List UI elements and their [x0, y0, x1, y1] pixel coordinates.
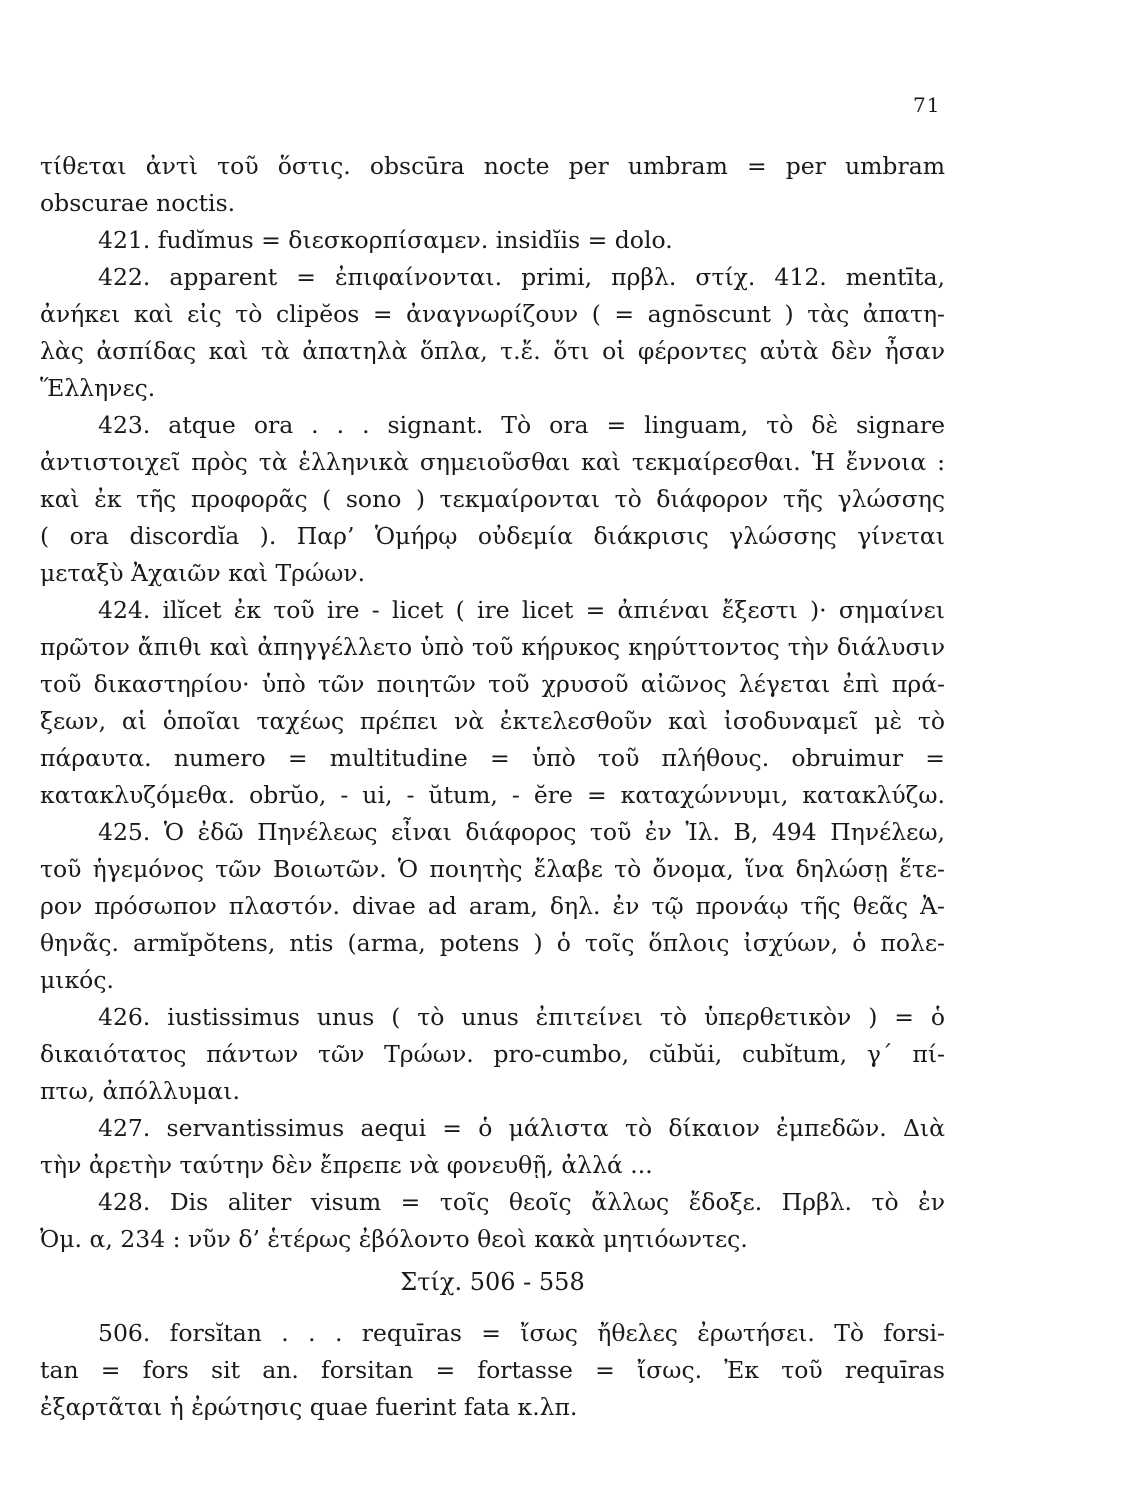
text-line: Ἕλληνες.	[40, 374, 156, 402]
text-line: ἀνήκει καὶ εἰς τὸ clipĕos = ἀναγνωρίζουν ( = agnōscunt ) τὰς ἀπατη-	[40, 300, 945, 328]
text-line: καὶ ἐκ τῆς προφορᾶς ( sono ) τεκμαίρονται τὸ διάφορον τῆς γλώσσης	[40, 485, 945, 513]
text-line: πάραυτα. numero = multitudine = ὑπὸ τοῦ πλήθους. obruimur =	[40, 744, 945, 772]
text-line: obscurae noctis.	[40, 189, 236, 217]
body-text	[40, 148, 945, 1426]
text-line: 421. fudĭmus = διεσκορπίσαμεν. insidĭis = dolo.	[98, 226, 673, 254]
text-line: πτω, ἀπόλλυμαι.	[40, 1077, 240, 1105]
text-line: 423. atque ora . . . signant. Τὸ ora = linguam, τὸ δὲ signare	[98, 411, 945, 439]
text-line: τοῦ δικαστηρίου· ὑπὸ τῶν ποιητῶν τοῦ χρυσοῦ αἰῶνος λέγεται ἐπὶ πρά-	[40, 670, 945, 698]
text-line: 426. iustissimus unus ( τὸ unus ἐπιτείνει τὸ ὑπερθετικὸν ) = ὁ	[98, 1003, 945, 1031]
text-line: μεταξὺ Ἀχαιῶν καὶ Τρώων.	[40, 559, 366, 587]
text-line: μικός.	[40, 966, 114, 994]
text-line: θηνᾶς. armĭpŏtens, ntis (arma, potens ) ὁ τοῖς ὅπλοις ἰσχύων, ὁ πολε-	[40, 929, 945, 957]
page-number: 71	[913, 93, 941, 117]
text-line: ρον πρόσωπον πλαστόν. divae ad aram, δηλ. ἐν τῷ προνάῳ τῆς θεᾶς Ἀ-	[40, 892, 945, 920]
section-heading: Στίχ. 506 - 558	[400, 1268, 585, 1296]
text-line: 506. forsĭtan . . . requīras = ἴσως ἤθελες ἐρωτήσει. Τὸ forsi-	[98, 1319, 945, 1347]
text-line: ἐξαρτᾶται ἡ ἐρώτησις quae fuerint fata κ.λπ.	[40, 1393, 578, 1421]
text-line: πρῶτον ἄπιθι καὶ ἀπηγγέλλετο ὑπὸ τοῦ κήρυκος κηρύττοντος τὴν διάλυσιν	[40, 633, 945, 661]
text-line: τοῦ ἡγεμόνος τῶν Βοιωτῶν. Ὁ ποιητὴς ἔλαβε τὸ ὄνομα, ἵνα δηλώσῃ ἕτε-	[40, 855, 945, 883]
text-line: ἀντιστοιχεῖ πρὸς τὰ ἑλληνικὰ σημειοῦσθαι καὶ τεκμαίρεσθαι. Ἡ ἔννοια :	[40, 448, 945, 476]
text-line: 425. Ὁ ἐδῶ Πηνέλεως εἶναι διάφορος τοῦ ἐν Ἰλ. Β, 494 Πηνέλεω,	[98, 818, 945, 846]
text-line: 422. apparent = ἐπιφαίνονται. primi, πρβλ. στίχ. 412. mentīta,	[98, 263, 945, 291]
text-line: tan = fors sit an. forsitan = fortasse = ἴσως. Ἐκ τοῦ requīras	[40, 1356, 945, 1384]
text-line: 428. Dis aliter visum = τοῖς θεοῖς ἄλλως ἔδοξε. Πρβλ. τὸ ἐν	[98, 1188, 945, 1216]
text-line: ( ora discordĭa ). Παρ’ Ὁμήρῳ οὐδεμία διάκρισις γλώσσης γίνεται	[40, 522, 945, 550]
text-line: 424. ilĭcet ἐκ τοῦ ire - licet ( ire licet = ἀπιέναι ἔξεστι )· σημαίνει	[98, 596, 945, 624]
text-line: 427. servantissimus aequi = ὁ μάλιστα τὸ δίκαιον ἐμπεδῶν. Διὰ	[98, 1114, 945, 1142]
text-line: λὰς ἀσπίδας καὶ τὰ ἀπατηλὰ ὅπλα, τ.ἔ. ὅτι οἱ φέροντες αὐτὰ δὲν ἦσαν	[40, 337, 945, 365]
text-line: τὴν ἀρετὴν ταύτην δὲν ἔπρεπε νὰ φονευθῇ, ἀλλά ...	[40, 1151, 653, 1179]
text-line: Ὀμ. α, 234 : νῦν δ’ ἑτέρως ἐβόλοντο θεοὶ κακὰ μητιόωντες.	[40, 1225, 748, 1253]
text-line: τίθεται ἀντὶ τοῦ ὅστις. obscūra nocte per umbram = per umbram	[40, 152, 945, 180]
text-line: δικαιότατος πάντων τῶν Τρώων. pro-cumbo, cŭbŭi, cubĭtum, γ΄ πί-	[40, 1040, 945, 1068]
text-line: κατακλυζόμεθα. obrŭo, - ui, - ŭtum, - ĕre = καταχώννυμι, κατακλύζω.	[40, 781, 945, 809]
text-line: ξεων, αἱ ὁποῖαι ταχέως πρέπει νὰ ἐκτελεσθοῦν καὶ ἰσοδυναμεῖ μὲ τὸ	[40, 707, 945, 735]
